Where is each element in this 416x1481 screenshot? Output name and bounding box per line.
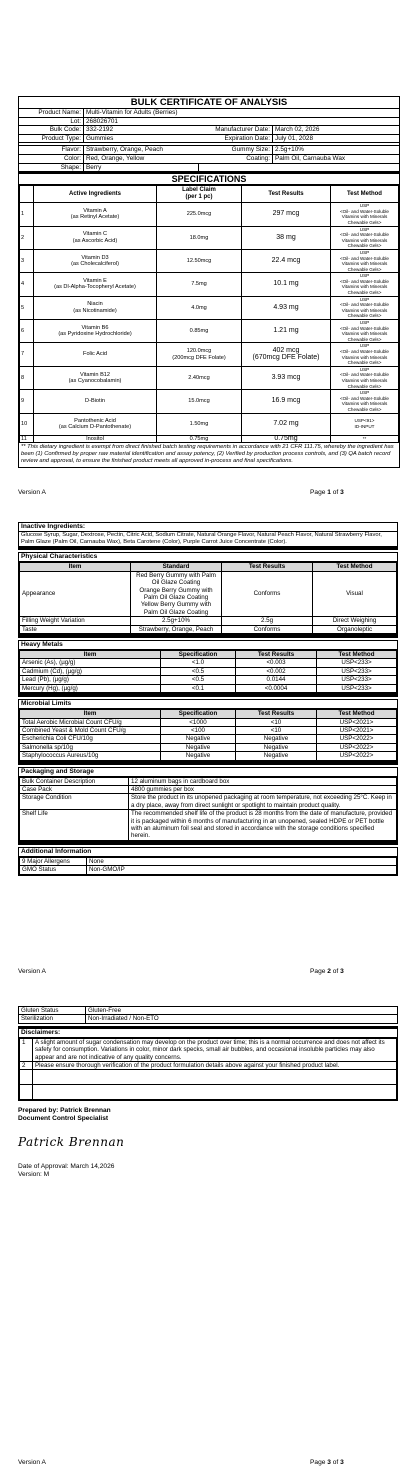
inactive-ingredients-section	[18, 522, 398, 550]
flavor-value: Strawberry, Orange, Peach	[84, 146, 199, 154]
table-row	[20, 684, 397, 692]
label-claim: 2.40mcg	[157, 366, 242, 389]
microbial-limits-title: Microbial Limits	[19, 700, 397, 709]
column-header: Test Method	[313, 563, 397, 571]
cell-result: <0.002	[236, 667, 317, 675]
status-table	[18, 1006, 398, 1024]
product-type: Gummies	[86, 134, 114, 142]
row-number: 4	[20, 273, 34, 296]
cell-item: Cadmium (Cd), (µg/g)	[20, 667, 161, 675]
certificate-box	[18, 96, 400, 468]
cell-spec: <100	[161, 726, 236, 734]
cell-method: USP<2021>	[317, 726, 397, 734]
spec-row	[20, 226, 399, 249]
lot-value: 268026701	[84, 117, 400, 126]
page-2	[0, 518, 416, 988]
color-label: Color:	[19, 154, 84, 163]
spec-row	[20, 296, 399, 319]
cell-item: Mercury (Hg), (µg/g)	[20, 684, 161, 692]
cell-method: Organoleptic	[313, 625, 397, 633]
label-claim: 7.5mg	[157, 273, 242, 296]
physical-table	[19, 562, 397, 634]
test-method: USP <Oil- and Water-Soluble Vitamins with Minerals Chewable Gels>	[331, 296, 399, 319]
test-result: 22.4 mcg	[242, 249, 331, 272]
heavy-metals-table	[19, 650, 397, 693]
column-header: Item	[20, 710, 161, 718]
table-row	[20, 659, 397, 667]
test-result: 0.75mg	[242, 435, 331, 442]
ingredient-name: D-Biotin	[34, 390, 157, 413]
row-label: Sterilization	[19, 1015, 86, 1023]
row-number: 1	[20, 203, 34, 226]
cell-item: Lead (Pb), (µg/g)	[20, 676, 161, 684]
test-method: USP <Oil- and Water-Soluble Vitamins with Minerals Chewable Gels>	[331, 366, 399, 389]
ingredient-name: Niacin (as Nicotinamide)	[34, 296, 157, 319]
spec-row	[20, 366, 399, 389]
column-header: Test Method	[317, 710, 397, 718]
specifications-table	[19, 185, 399, 443]
cell-item: Total Aerobic Microbial Count CFU/g	[20, 718, 161, 726]
column-header: Specification	[161, 710, 236, 718]
spec-row	[20, 249, 399, 272]
test-method: USP <Oil- and Water-Soluble Vitamins with Minerals Chewable Gels>	[331, 249, 399, 272]
disclaimers-section	[18, 1029, 398, 1102]
product-name-label: Product Name:	[19, 109, 84, 117]
empty-cell	[20, 1085, 33, 1100]
exemption-note: ** This dietary ingredient is exempt from direct finished batch testing requirements in accordance with 21 CFR 111.75, whereby the ingredient has been (1) Confirmed by proper raw material identification and assay potency, (2) Verified by production process controls, and (3) QA batch record review and approval, to ensure the finished product meets all approved in-process and final specifications.	[21, 443, 394, 465]
ingredient-name: Inositol	[34, 435, 157, 442]
row-label: Case Pack	[20, 785, 129, 793]
test-method: USP <Oil- and Water-Soluble Vitamins with Minerals Chewable Gels>	[331, 226, 399, 249]
cell-result: <0.003	[236, 659, 317, 667]
physical-characteristics-title: Physical Characteristics	[19, 553, 397, 562]
cell-method: USP<2022>	[317, 752, 397, 760]
ingredient-name: Vitamin D3 (as Cholecalciferol)	[34, 249, 157, 272]
cell-item: Arsenic (As), (µg/g)	[20, 659, 161, 667]
column-header: Test Method	[317, 651, 397, 659]
heavy-metals-section	[18, 640, 398, 697]
column-header: Specification	[161, 651, 236, 659]
column-header: Item	[20, 563, 131, 571]
additional-info-title: Additional Information	[19, 848, 397, 857]
shape-value: Berry	[86, 163, 102, 171]
row-number: 8	[20, 366, 34, 389]
heavy-metals-title: Heavy Metals	[19, 641, 397, 650]
disclaimer-text: Please ensure thorough verification of the product formulation details above against your finished product label.	[33, 1062, 397, 1070]
test-method: USP <Oil- and Water-Soluble Vitamins with Minerals Chewable Gels>	[331, 203, 399, 226]
spec-row	[20, 320, 399, 343]
spec-row	[20, 435, 399, 442]
empty-row	[20, 1085, 397, 1100]
cell-spec: Negative	[161, 752, 236, 760]
cell-spec: <0.1	[161, 684, 236, 692]
cell-item: Salmonella sp/10g	[20, 743, 161, 751]
page-1	[0, 0, 416, 505]
num-header	[20, 186, 34, 203]
cell-result: 0.0144	[236, 676, 317, 684]
product-info-table	[19, 109, 399, 142]
test-method: USP <Oil- and Water-Soluble Vitamins with Minerals Chewable Gels>	[331, 343, 399, 366]
test-method: USP <Oil- and Water-Soluble Vitamins with Minerals Chewable Gels>	[331, 273, 399, 296]
spec-row	[20, 273, 399, 296]
cell-method: USP<2022>	[317, 735, 397, 743]
page-3	[0, 1000, 416, 1481]
label-claim: 0.75mg	[157, 435, 242, 442]
test-result: 3.93 mcg	[242, 366, 331, 389]
cell-spec: <1000	[161, 718, 236, 726]
approval-date: Date of Approval: March 14,2026	[18, 1163, 115, 1171]
info-row	[20, 857, 397, 865]
info-row	[20, 785, 397, 793]
cell-result: 2.5g	[222, 617, 313, 625]
expiration-date-label: Expiration Date:	[198, 134, 273, 142]
disclaimer-text: A slight amount of sugar condensation may develop on the product over time; this is a normal occurrence and does not affect its safety for consumption. Variations in color, minor dark specks, small air bubbles, and occasional insoluble particles may also appear and are not indicative of any quality concerns.	[33, 1038, 397, 1061]
table-row	[20, 625, 397, 633]
ingredient-name: Vitamin B6 (as Pyridoxine Hydrochloride)	[34, 320, 157, 343]
label-claim: 0.85mg	[157, 320, 242, 343]
footer-page-number: Page 3 of 3	[310, 1459, 344, 1466]
coating-label: Coating:	[198, 154, 273, 163]
row-number: 9	[20, 390, 34, 413]
row-value: None	[87, 857, 397, 865]
table-row	[20, 735, 397, 743]
ingredient-name: Vitamin E (as Dl-Alpha-Tocopheryl Acetate)	[34, 273, 157, 296]
gummy-size: 2.5g+10%	[273, 146, 400, 154]
empty-cell	[33, 1070, 397, 1085]
table-row	[20, 743, 397, 751]
bulk-code-label: Bulk Code:	[19, 126, 84, 135]
page-title: BULK CERTIFICATE OF ANALYSIS	[19, 97, 399, 109]
row-value: Store the product in its unopened packaging at room temperature, not exceeding 25°C. Keep in a dry place, away from direct sunlight or spotlight to maintain product quality.	[129, 794, 397, 810]
column-header: Test Results	[236, 651, 317, 659]
cell-result: Conforms	[222, 625, 313, 633]
label-claim: 4.0mg	[157, 296, 242, 319]
method-header: Test Method	[331, 186, 399, 203]
product-attributes-table	[19, 146, 399, 171]
row-label: Gluten Status	[19, 1007, 86, 1015]
cell-result: <10	[236, 718, 317, 726]
test-method: USP<91> ID-INPUT	[331, 413, 399, 435]
row-label: 9 Major Allergens	[20, 857, 87, 865]
footer-page-number: Page 2 of 3	[310, 968, 344, 975]
test-result: 402 mcg (670mcg DFE Folate)	[242, 343, 331, 366]
row-value: Non-GMO/IP	[87, 866, 397, 874]
table-row	[20, 726, 397, 734]
additional-info-section	[18, 847, 398, 876]
footer-version: Version A	[18, 489, 46, 496]
cell-result: <10	[236, 726, 317, 734]
disclaimers-title: Disclaimers:	[19, 1029, 397, 1038]
disclaimer-number: 2	[20, 1062, 33, 1070]
coating-value: Palm Oil, Carnauba Wax	[273, 154, 400, 163]
cell-standard: 2.5g+10%	[131, 617, 222, 625]
lot-label: Lot:	[19, 117, 84, 126]
specifications-title: SPECIFICATIONS	[19, 174, 399, 185]
cell-spec: <0.5	[161, 676, 236, 684]
empty-row	[20, 1070, 397, 1085]
physical-characteristics-section	[18, 552, 398, 638]
row-number: 5	[20, 296, 34, 319]
spec-row	[20, 343, 399, 366]
row-number: 7	[20, 343, 34, 366]
cell-item: Staphylococcus Aureus/10g	[20, 752, 161, 760]
cell-standard: Strawberry, Orange, Peach	[131, 625, 222, 633]
test-method: **	[331, 435, 399, 442]
column-header: Test Results	[222, 563, 313, 571]
info-row	[20, 810, 397, 841]
cell-method: USP<233>	[317, 684, 397, 692]
additional-info-table	[19, 857, 397, 875]
bulk-code: 332-2192	[84, 126, 199, 135]
column-header: Test Results	[236, 710, 317, 718]
claim-header: Label Claim (per 1 pc)	[157, 186, 242, 203]
cell-result: Negative	[236, 743, 317, 751]
info-row	[19, 1007, 398, 1015]
microbial-table	[19, 709, 397, 760]
cell-method: USP<233>	[317, 676, 397, 684]
disclaimer-number: 1	[20, 1038, 33, 1061]
cell-method: USP<233>	[317, 667, 397, 675]
packaging-table	[19, 777, 397, 841]
spec-row	[20, 390, 399, 413]
label-claim: 120.0mcg (200mcg DFE Folate)	[157, 343, 242, 366]
row-value: 4800 gummies per box	[129, 785, 397, 793]
row-value: Gluten-Free	[86, 1007, 398, 1015]
cell-item: Filling Weight Variation	[20, 617, 131, 625]
cell-result: Conforms	[222, 571, 313, 616]
table-row	[20, 752, 397, 760]
spec-row	[20, 203, 399, 226]
spec-row	[20, 413, 399, 435]
table-row	[20, 676, 397, 684]
test-result: 297 mcg	[242, 203, 331, 226]
row-value: Non-Irradiated / Non-ETO	[86, 1015, 398, 1023]
ingredient-name: Vitamin B12 (as Cyanocobalamin)	[34, 366, 157, 389]
info-row	[20, 777, 397, 785]
label-claim: 15.0mcg	[157, 390, 242, 413]
ingredient-name: Folic Acid	[34, 343, 157, 366]
manufacturer-date-label: Manufacturer Date:	[198, 126, 273, 135]
product-type-label: Product Type:	[19, 134, 84, 142]
color-value: Red, Orange, Yellow	[84, 154, 199, 163]
doc-version: Version: M	[18, 1171, 50, 1179]
footer-version: Version A	[18, 968, 46, 975]
column-header: Item	[20, 651, 161, 659]
cell-method: USP<233>	[317, 659, 397, 667]
cell-standard: Red Berry Gummy with Palm Oil Glaze Coating Orange Berry Gummy with Palm Oil Glaze Coating Yellow Berry Gummy with Palm Oil Glaze Coating	[131, 571, 222, 616]
row-number: 6	[20, 320, 34, 343]
shape-label: Shape:	[19, 163, 84, 171]
info-row	[20, 794, 397, 810]
cell-spec: <0.5	[161, 667, 236, 675]
disclaimer-row	[20, 1062, 397, 1070]
row-label: Storage Condition	[20, 794, 129, 810]
row-value: The recommended shelf life of the product is 28 months from the date of manufacture, provided it is packaged within 6 months of manufacturing in an unopened, sealed HDPE or PET bottle with an aluminum foil seal and stored in accordance with the storage conditions specified herein.	[129, 810, 397, 841]
test-result: 1.21 mg	[242, 320, 331, 343]
microbial-limits-section	[18, 699, 398, 764]
column-header: Standard	[131, 563, 222, 571]
packaging-section	[18, 767, 398, 845]
ingredient-name: Pantothenic Acid (as Calcium D-Pantothenate)	[34, 413, 157, 435]
table-row	[20, 667, 397, 675]
row-number: 11	[20, 435, 34, 442]
empty-cell	[20, 1070, 33, 1085]
cell-item: Appearance	[20, 571, 131, 616]
table-row	[20, 571, 397, 616]
inactive-ingredients-title: Inactive Ingredients:	[19, 523, 397, 532]
prepared-by: Prepared by: Patrick Brennan	[18, 1107, 111, 1115]
disclaimer-row	[20, 1038, 397, 1061]
table-row	[20, 617, 397, 625]
cell-result: <0.0004	[236, 684, 317, 692]
row-value: 12 aluminum bags in cardboard box	[129, 777, 397, 785]
empty-cell	[33, 1085, 397, 1100]
cell-result: Negative	[236, 735, 317, 743]
label-claim: 12.50mcg	[157, 249, 242, 272]
test-result: 38 mg	[242, 226, 331, 249]
cell-item: Escherichia Coli CFU/10g	[20, 735, 161, 743]
cell-method: USP<2022>	[317, 743, 397, 751]
cell-method: Direct Weighing	[313, 617, 397, 625]
cell-spec: <1.0	[161, 659, 236, 667]
cell-item: Taste	[20, 625, 131, 633]
flavor-label: Flavor:	[19, 146, 84, 154]
packaging-title: Packaging and Storage	[19, 768, 397, 777]
ingredients-header: Active Ingredients	[34, 186, 157, 203]
inactive-ingredients-text: Glucose Syrup, Sugar, Dextrose, Pectin, Citric Acid, Sodium Citrate, Natural Orange Flavor, Natural Peach Flavor, Natural Strawberry Flavor, Palm Glaze (Palm Oil, Carnauba Wax), Beta Carotene (Color), Purple Carrot Juice Concentrate (Color).	[21, 532, 382, 546]
cell-spec: Negative	[161, 735, 236, 743]
results-header: Test Results	[242, 186, 331, 203]
cell-result: Negative	[236, 752, 317, 760]
test-result: 16.9 mcg	[242, 390, 331, 413]
row-number: 10	[20, 413, 34, 435]
info-row	[20, 866, 397, 874]
cell-spec: Negative	[161, 743, 236, 751]
test-method: USP <Oil- and Water-Soluble Vitamins with Minerals Chewable Gels>	[331, 320, 399, 343]
cell-method: Visual	[313, 571, 397, 616]
label-claim: 1.50mg	[157, 413, 242, 435]
prepared-title: Document Control Specialist	[18, 1115, 109, 1123]
row-number: 2	[20, 226, 34, 249]
gummy-size-label: Gummy Size:	[198, 146, 273, 154]
row-label: GMO Status	[20, 866, 87, 874]
cell-method: USP<2021>	[317, 718, 397, 726]
disclaimers-table	[19, 1038, 397, 1101]
info-row	[19, 1015, 398, 1023]
ingredient-name: Vitamin A (as Retinyl Acetate)	[34, 203, 157, 226]
footer-page-number: Page 1 of 3	[310, 489, 344, 496]
row-label: Shelf Life	[20, 810, 129, 841]
label-claim: 18.0mg	[157, 226, 242, 249]
row-number: 3	[20, 249, 34, 272]
cell-item: Combined Yeast & Mold Count CFU/g	[20, 726, 161, 734]
manufacturer-date: March 02, 2026	[273, 126, 400, 135]
footer-version: Version A	[18, 1459, 46, 1466]
ingredient-name: Vitamin C (as Ascorbic Acid)	[34, 226, 157, 249]
label-claim: 225.0mcg	[157, 203, 242, 226]
test-result: 7.02 mg	[242, 413, 331, 435]
test-method: USP <Oil- and Water-Soluble Vitamins with Minerals Chewable Gels>	[331, 390, 399, 413]
expiration-date: July 01, 2028	[275, 134, 314, 142]
test-result: 4.93 mg	[242, 296, 331, 319]
row-label: Bulk Container Description	[20, 777, 129, 785]
signature: Patrick Brennan	[18, 1135, 125, 1150]
test-result: 10.1 mg	[242, 273, 331, 296]
table-row	[20, 718, 397, 726]
product-name: Multi-Vitamin for Adults (Berries)	[84, 109, 400, 117]
